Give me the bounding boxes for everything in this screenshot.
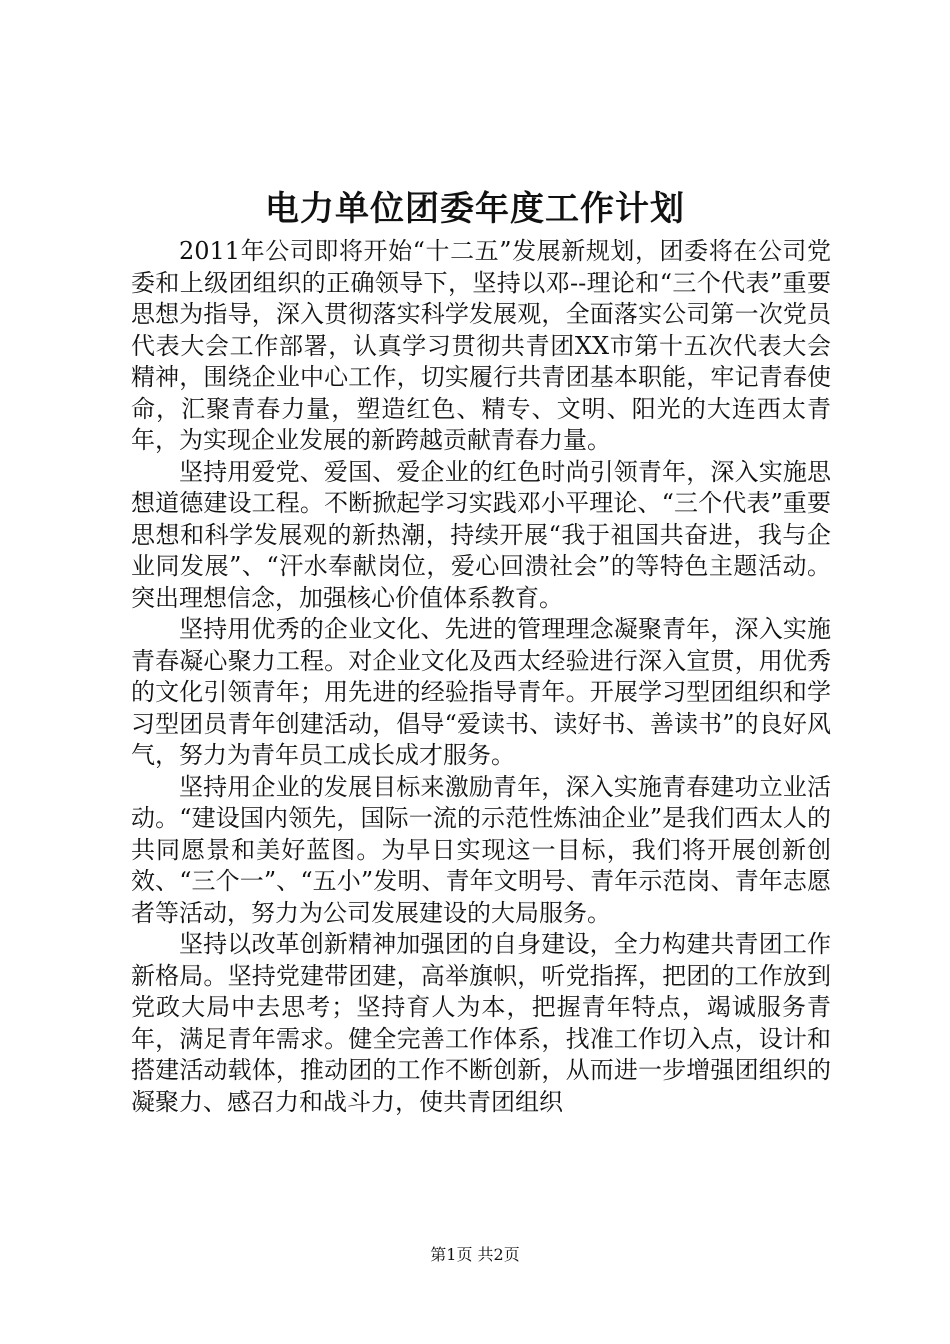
paragraph-2: 坚持用爱党、爱国、爱企业的红色时尚引领青年，深入实施思想道德建设工程。不断掀起学习实践邓小平理论、“三个代表”重要思想和科学发展观的新热潮，持续开展“我于祖国共奋进，我与企业同发展”、“汗水奉献岗位，爱心回溃社会”的等特色主题活动。突出理想信念，加强核心价值体系教育。 [131, 457, 831, 612]
paragraph-4: 坚持用企业的发展目标来激励青年，深入实施青春建功立业活动。“建设国内领先，国际一流的示范性炼油企业”是我们西太人的共同愿景和美好蓝图。为早日实现这一目标，我们将开展创新创效、“三个一”、“五小”发明、青年文明号、青年示范岗、青年志愿者等活动，努力为公司发展建设的大局服务。 [131, 772, 831, 927]
page-footer: 第1页 共2页 [430, 1245, 520, 1264]
paragraph-1: 2011年公司即将开始“十二五”发展新规划，团委将在公司党委和上级团组织的正确领导下，坚持以邓--理论和“三个代表”重要思想为指导，深入贯彻落实科学发展观，全面落实公司第一次党员代表大会工作部署，认真学习贯彻共青团XX市第十五次代表大会精神，围绕企业中心工作，切实履行共青团基本职能，牢记青春使命，汇聚青春力量，塑造红色、精专、文明、阳光的大连西太青年，为实现企业发展的新跨越贡献青春力量。 [131, 237, 831, 454]
paragraph-3: 坚持用优秀的企业文化、先进的管理理念凝聚青年，深入实施青春凝心聚力工程。对企业文化及西太经验进行深入宣贯，用优秀的文化引领青年；用先进的经验指导青年。开展学习型团组织和学习型团员青年创建活动，倡导“爱读书、读好书、善读书”的良好风气，努力为青年员工成长成才服务。 [131, 615, 831, 769]
document-title: 电力单位团委年度工作计划 [265, 189, 685, 229]
paragraph-5: 坚持以改革创新精神加强团的自身建设，全力构建共青团工作新格局。坚持党建带团建，高举旗帜，听党指挥，把团的工作放到党政大局中去思考；坚持育人为本，把握青年特点，竭诚服务青年，满足青年需求。健全完善工作体系，找准工作切入点，设计和搭建活动载体，推动团的工作不断创新，从而进一步增强团组织的凝聚力、感召力和战斗力，使共青团组织 [131, 930, 831, 1116]
document-body [131, 236, 831, 1118]
